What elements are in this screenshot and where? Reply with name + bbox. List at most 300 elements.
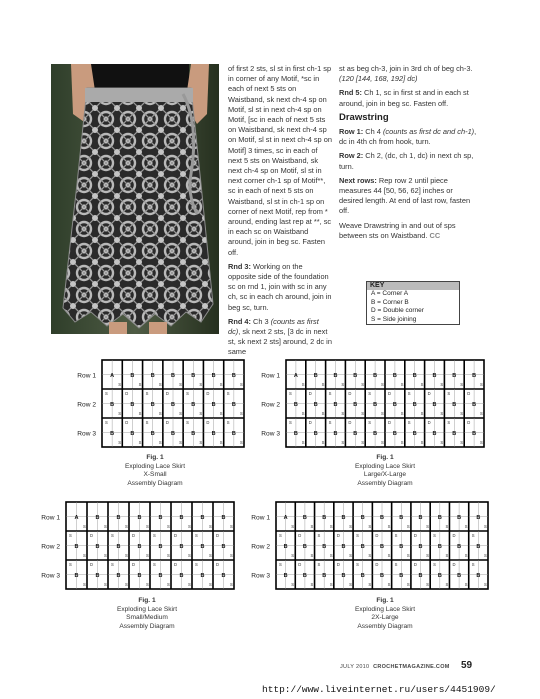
cell-letter: S	[447, 420, 451, 425]
cell-letter: B	[95, 515, 100, 521]
cell-letter: B	[399, 573, 404, 579]
cell-letter: B	[302, 573, 307, 579]
cell-letter: D	[348, 391, 352, 396]
cell-letter: S	[361, 411, 364, 416]
cell-letter: S	[317, 533, 321, 538]
cell-letter: D	[336, 533, 340, 538]
row-label: Row 3	[261, 430, 280, 438]
cell-letter: S	[145, 420, 149, 425]
cell-letter: S	[406, 582, 410, 587]
cell-letter: B	[130, 373, 135, 379]
caption-small: Fig. 1 Exploding Lace Skirt Small/Medium Assembly Diagram	[116, 597, 178, 630]
cell-letter: S	[301, 411, 305, 416]
cell-letter: B	[418, 515, 423, 521]
cell-letter: B	[74, 573, 79, 579]
cell-letter: D	[427, 420, 431, 425]
cell-letter: S	[440, 411, 444, 416]
cell-letter: B	[353, 431, 358, 437]
cell-letter: B	[231, 373, 236, 379]
cell-letter: B	[137, 515, 142, 521]
cell-letter: S	[484, 553, 487, 558]
cell-letter: D	[165, 391, 169, 396]
cell-letter: B	[158, 544, 163, 550]
cell-letter: B	[137, 573, 142, 579]
instructions-column-right	[339, 64, 479, 245]
cell-letter: B	[110, 402, 115, 408]
cell-letter: B	[322, 573, 327, 579]
cell-letter: B	[476, 573, 481, 579]
cell-letter: B	[412, 373, 417, 379]
key-item-a: A = Corner A	[371, 290, 409, 298]
cell-letter: A	[74, 515, 79, 521]
assembly-diagram-large	[258, 358, 488, 450]
cell-letter: S	[341, 382, 345, 387]
cell-letter: S	[464, 582, 468, 587]
cell-letter: D	[348, 420, 352, 425]
cell-letter: B	[457, 515, 462, 521]
cell-letter: S	[464, 553, 468, 558]
cell-letter: D	[216, 533, 220, 538]
cell-letter: D	[90, 562, 94, 567]
cell-letter: S	[328, 420, 332, 425]
cell-letter: B	[283, 573, 288, 579]
cell-letter: B	[231, 431, 236, 437]
cell-letter: S	[420, 382, 424, 387]
cell-letter: S	[111, 562, 114, 567]
cell-letter: B	[373, 373, 378, 379]
cell-letter: D	[467, 391, 471, 396]
cell-letter: B	[418, 544, 423, 550]
cell-letter: B	[313, 402, 318, 408]
caption-xsmall: Fig. 1 Exploding Lace Skirt X-Small Assembly Diagram	[124, 454, 186, 487]
instructions-column-middle	[228, 64, 332, 362]
cell-letter: S	[406, 524, 410, 529]
cell-letter: B	[110, 431, 115, 437]
cell-letter: D	[388, 420, 392, 425]
cell-letter: B	[412, 402, 417, 408]
cell-letter: S	[118, 411, 122, 416]
cell-letter: A	[283, 515, 288, 521]
cell-letter: S	[199, 411, 203, 416]
cell-letter: S	[167, 582, 170, 587]
cell-letter: S	[186, 420, 189, 425]
cell-letter: S	[167, 553, 170, 558]
cell-letter: B	[179, 573, 184, 579]
cell-letter: S	[447, 391, 451, 396]
cell-letter: S	[289, 391, 292, 396]
cell-letter: B	[179, 544, 184, 550]
cell-letter: B	[399, 515, 404, 521]
cell-letter: S	[219, 411, 223, 416]
cell-letter: B	[171, 431, 175, 437]
cell-letter: B	[158, 515, 163, 521]
cell-letter: B	[392, 431, 397, 437]
cell-letter: D	[375, 533, 379, 538]
cell-letter: B	[211, 431, 216, 437]
cell-letter: B	[472, 373, 477, 379]
cell-letter: D	[125, 420, 129, 425]
cell-letter: B	[380, 544, 384, 550]
cell-letter: D	[132, 562, 136, 567]
cell-letter: S	[329, 553, 333, 558]
cell-letter: B	[313, 373, 318, 379]
cell-letter: B	[412, 431, 417, 437]
cell-letter: S	[138, 382, 142, 387]
cell-letter: S	[329, 524, 333, 529]
cell-letter: D	[336, 562, 340, 567]
cell-letter: B	[95, 573, 100, 579]
cell-letter: S	[219, 382, 223, 387]
cell-letter: S	[230, 553, 233, 558]
cell-letter: B	[322, 515, 327, 521]
cell-letter: B	[116, 515, 121, 521]
cell-letter: A	[110, 373, 115, 379]
cell-letter: S	[356, 562, 359, 567]
cell-letter: B	[283, 544, 288, 550]
caption-large: Fig. 1 Exploding Lace Skirt Large/X-Large Assembly Diagram	[354, 454, 416, 487]
paragraph-rnd4: Rnd 4: Ch 3 (counts as first dc), sk next 2 sts, [3 dc in next st, sk next 2 sts] around, 2 dc in same	[228, 316, 332, 357]
cell-letter: S	[188, 582, 191, 587]
cell-letter: D	[427, 391, 431, 396]
cell-letter: D	[174, 533, 178, 538]
cell-letter: S	[138, 411, 142, 416]
cell-letter: D	[90, 533, 94, 538]
cell-letter: B	[476, 544, 481, 550]
key-box	[366, 281, 460, 325]
cell-letter: S	[381, 382, 384, 387]
row-label: Row 2	[41, 543, 60, 551]
cell-letter: S	[381, 440, 384, 445]
diagram-svg-2xlarge	[248, 500, 492, 592]
key-item-s: S = Side joining	[371, 315, 417, 323]
diagram-svg-small	[38, 500, 238, 592]
cell-letter: B	[452, 431, 457, 437]
row-label: Row 1	[41, 514, 60, 522]
cell-letter: S	[310, 553, 314, 558]
cell-letter: S	[279, 562, 282, 567]
cell-letter: S	[209, 524, 212, 529]
cell-letter: D	[413, 562, 417, 567]
cell-letter: S	[328, 391, 332, 396]
cell-letter: B	[360, 515, 365, 521]
assembly-diagram-xsmall	[62, 358, 247, 450]
cell-letter: S	[69, 533, 72, 538]
cell-letter: S	[158, 411, 162, 416]
cell-letter: B	[191, 431, 196, 437]
cell-letter: B	[116, 544, 121, 550]
cell-letter: S	[420, 440, 424, 445]
cell-letter: B	[200, 573, 205, 579]
cell-letter: S	[394, 533, 398, 538]
cell-letter: B	[313, 431, 318, 437]
cell-letter: B	[392, 402, 397, 408]
cell-letter: S	[125, 553, 128, 558]
row-label: Row 3	[251, 572, 270, 580]
cell-letter: S	[146, 524, 149, 529]
diagram-svg-large	[258, 358, 488, 450]
cell-letter: B	[399, 544, 404, 550]
cell-letter: S	[199, 440, 203, 445]
cell-letter: A	[293, 373, 298, 379]
cell-letter: S	[460, 382, 463, 387]
paragraph-row1: Row 1: Ch 4 (counts as first dc and ch-1), dc in 4th ch from hook, turn.	[339, 127, 477, 147]
cell-letter: B	[437, 573, 442, 579]
watermark-url: http://www.liveinternet.ru/users/4451909/	[262, 684, 496, 695]
cell-letter: S	[118, 440, 122, 445]
cell-letter: S	[368, 553, 372, 558]
cell-letter: D	[125, 391, 129, 396]
cell-letter: S	[433, 562, 436, 567]
diagram-grid	[66, 502, 234, 589]
cell-letter: S	[471, 562, 475, 567]
cell-letter: S	[310, 524, 314, 529]
cell-letter: B	[150, 431, 155, 437]
cell-letter: S	[349, 553, 352, 558]
cell-letter: S	[83, 582, 86, 587]
paragraph-rnd2-cont: of first 2 sts, sl st in first ch-1 sp in corner of any Motif, *sc in each of next 5 sts on Waistband, sk next ch-4 sp on Motif, sl st in next ch-4 sp on Motif, [sc in each of next 5 sts on Waistband, sk next ch-4 sp on Motif, sl st in next ch-4 sp on Motif] 3 times, sc in each of next 5 sts on Waistband, sk next ch-4 sp on Motif, sl st in next corner ch-1 sp of Motif**, sc in each of next 5 sts on Waistband, sl st in ch-1 sp on corner of next Motif, rep from * around, ending last rep at **, sc in each sc on Waistband around, join in beg sc. Fasten off.	[228, 64, 332, 257]
cell-letter: B	[353, 373, 358, 379]
cell-letter: B	[137, 544, 142, 550]
row-label: Row 1	[77, 372, 96, 380]
cell-letter: S	[186, 391, 189, 396]
cell-letter: B	[74, 544, 79, 550]
cell-letter: S	[460, 411, 463, 416]
cell-letter: S	[230, 524, 233, 529]
paragraph-rnd5: Rnd 5: Ch 1, sc in first st and in each st around, join in beg sc. Fasten off.	[339, 88, 469, 108]
cell-letter: S	[349, 524, 352, 529]
cell-letter: S	[480, 382, 483, 387]
cell-letter: S	[387, 582, 391, 587]
cell-letter: B	[437, 515, 442, 521]
cell-letter: S	[406, 553, 410, 558]
cell-letter: D	[388, 391, 392, 396]
cell-letter: S	[125, 524, 128, 529]
cell-letter: S	[361, 382, 364, 387]
cell-letter: S	[188, 524, 191, 529]
cell-letter: S	[356, 533, 359, 538]
cell-letter: B	[333, 373, 338, 379]
cell-letter: B	[457, 573, 462, 579]
cell-letter: S	[407, 391, 411, 396]
cell-letter: S	[420, 411, 424, 416]
diagram-grid	[102, 360, 244, 447]
row-label: Row 1	[261, 372, 280, 380]
cell-letter: B	[341, 573, 346, 579]
caption-2xlarge: Fig. 1 Exploding Lace Skirt 2X-Large Assembly Diagram	[354, 597, 416, 630]
cell-letter: S	[349, 582, 352, 587]
cell-letter: S	[145, 391, 149, 396]
cell-letter: S	[118, 382, 122, 387]
cell-letter: S	[407, 420, 411, 425]
cell-letter: D	[174, 562, 178, 567]
cell-letter: D	[206, 391, 210, 396]
cell-letter: B	[150, 373, 155, 379]
cell-letter: B	[373, 402, 378, 408]
cell-letter: S	[138, 440, 142, 445]
cell-letter: B	[360, 573, 365, 579]
cell-letter: B	[476, 515, 481, 521]
cell-letter: S	[146, 553, 149, 558]
cell-letter: S	[317, 562, 321, 567]
cell-letter: S	[167, 524, 170, 529]
cell-letter: B	[150, 402, 155, 408]
cell-letter: S	[329, 582, 333, 587]
cell-letter: B	[322, 544, 327, 550]
cell-letter: B	[432, 402, 437, 408]
paragraph-row2: Row 2: Ch 2, (dc, ch 1, dc) in next ch sp, turn.	[339, 151, 474, 171]
cell-letter: S	[105, 420, 108, 425]
cell-letter: S	[125, 582, 128, 587]
cell-letter: B	[341, 515, 346, 521]
cell-letter: B	[380, 573, 384, 579]
cell-letter: B	[333, 431, 338, 437]
cell-letter: B	[353, 402, 358, 408]
cell-letter: S	[381, 411, 384, 416]
page-number: 59	[461, 660, 473, 671]
row-label: Row 2	[251, 543, 270, 551]
cell-letter: B	[373, 431, 378, 437]
cell-letter: S	[179, 411, 182, 416]
cell-letter: D	[165, 420, 169, 425]
cell-letter: S	[321, 411, 325, 416]
cell-letter: S	[321, 440, 325, 445]
row-label: Row 1	[251, 514, 270, 522]
cell-letter: B	[211, 402, 216, 408]
row-label: Row 3	[41, 572, 60, 580]
cell-letter: B	[221, 573, 226, 579]
cell-letter: B	[302, 544, 307, 550]
cell-letter: D	[132, 533, 136, 538]
cell-letter: S	[179, 440, 182, 445]
paragraph-rnd3: Rnd 3: Working on the opposite side of the foundation sc on rnd 1, join with sc in any ch, sc in each ch around, join in beg sc, turn.	[228, 261, 332, 312]
cell-letter: B	[231, 402, 236, 408]
cell-letter: B	[380, 515, 384, 521]
cell-letter: B	[130, 402, 135, 408]
cell-letter: S	[464, 524, 468, 529]
cell-letter: B	[179, 515, 184, 521]
cell-letter: S	[394, 562, 398, 567]
key-title: KEY	[367, 282, 459, 290]
paragraph-weave: Weave Drawstring in and out of sps between sts on Waistband. CC	[339, 220, 456, 240]
cell-letter: D	[467, 420, 471, 425]
cell-letter: B	[221, 515, 226, 521]
cell-letter: S	[484, 524, 487, 529]
cell-letter: S	[226, 420, 230, 425]
cell-letter: S	[158, 440, 162, 445]
cell-letter: S	[195, 562, 198, 567]
cell-letter: S	[440, 382, 444, 387]
diagram-grid	[276, 502, 488, 589]
row-label: Row 3	[77, 430, 96, 438]
cell-letter: S	[433, 533, 436, 538]
cell-letter: B	[452, 402, 457, 408]
cell-letter: S	[484, 582, 487, 587]
cell-letter: S	[368, 524, 372, 529]
cell-letter: B	[472, 402, 477, 408]
cell-letter: S	[230, 582, 233, 587]
cell-letter: S	[188, 553, 191, 558]
cell-letter: B	[211, 373, 216, 379]
cell-letter: S	[209, 553, 212, 558]
cell-letter: S	[480, 411, 483, 416]
assembly-diagram-small	[38, 500, 238, 592]
cell-letter: B	[130, 431, 135, 437]
cell-letter: S	[240, 440, 243, 445]
cell-letter: S	[179, 382, 182, 387]
cell-letter: S	[310, 582, 314, 587]
cell-letter: S	[426, 553, 429, 558]
cell-letter: D	[216, 562, 220, 567]
cell-letter: D	[375, 562, 379, 567]
cell-letter: S	[445, 582, 449, 587]
cell-letter: S	[291, 553, 295, 558]
cell-letter: S	[301, 440, 305, 445]
cell-letter: S	[104, 524, 107, 529]
cell-letter: S	[209, 582, 212, 587]
cell-letter: S	[368, 582, 372, 587]
cell-letter: S	[387, 553, 391, 558]
cell-letter: B	[392, 373, 397, 379]
skirt-photo	[51, 64, 219, 334]
cell-letter: S	[361, 440, 364, 445]
cell-letter: S	[219, 440, 223, 445]
cell-letter: B	[116, 573, 121, 579]
cell-letter: S	[471, 533, 475, 538]
cell-letter: S	[289, 420, 292, 425]
paragraph-next-rows: Next rows: Rep row 2 until piece measures 44 [50, 56, 62] inches or desired length. At end of last row, fasten off.	[339, 175, 471, 216]
cell-letter: S	[426, 582, 429, 587]
cell-letter: S	[291, 524, 295, 529]
end-mark: CC	[429, 230, 441, 240]
cell-letter: S	[226, 391, 230, 396]
cell-letter: S	[400, 411, 404, 416]
cell-letter: D	[298, 562, 302, 567]
cell-letter: B	[452, 373, 457, 379]
cell-letter: B	[418, 573, 423, 579]
assembly-diagram-2xlarge	[248, 500, 492, 592]
cell-letter: B	[360, 544, 365, 550]
cell-letter: B	[221, 544, 226, 550]
cell-letter: S	[146, 582, 149, 587]
cell-letter: S	[83, 553, 86, 558]
cell-letter: B	[302, 515, 307, 521]
row-label: Row 2	[261, 401, 280, 409]
cell-letter: B	[432, 431, 437, 437]
page-footer: JULY 2010 CROCHETMAGAZINE.COM	[340, 664, 450, 670]
paragraph-rnd4-cont: st as beg ch-3, join in 3rd ch of beg ch-3. (120 [144, 168, 192] dc)	[339, 64, 473, 84]
cell-letter: S	[321, 382, 325, 387]
cell-letter: S	[480, 440, 483, 445]
cell-letter: S	[387, 524, 391, 529]
cell-letter: S	[111, 533, 114, 538]
diagram-grid	[286, 360, 484, 447]
cell-letter: S	[440, 440, 444, 445]
diagram-svg-xsmall	[62, 358, 247, 450]
cell-letter: S	[445, 553, 449, 558]
cell-letter: D	[452, 562, 456, 567]
cell-letter: S	[199, 382, 203, 387]
cell-letter: D	[413, 533, 417, 538]
cell-letter: B	[293, 431, 298, 437]
cell-letter: S	[426, 524, 429, 529]
cell-letter: B	[95, 544, 100, 550]
cell-letter: S	[460, 440, 463, 445]
cell-letter: B	[341, 544, 346, 550]
cell-letter: S	[341, 440, 345, 445]
cell-letter: D	[206, 420, 210, 425]
cell-letter: S	[195, 533, 198, 538]
cell-letter: S	[445, 524, 449, 529]
